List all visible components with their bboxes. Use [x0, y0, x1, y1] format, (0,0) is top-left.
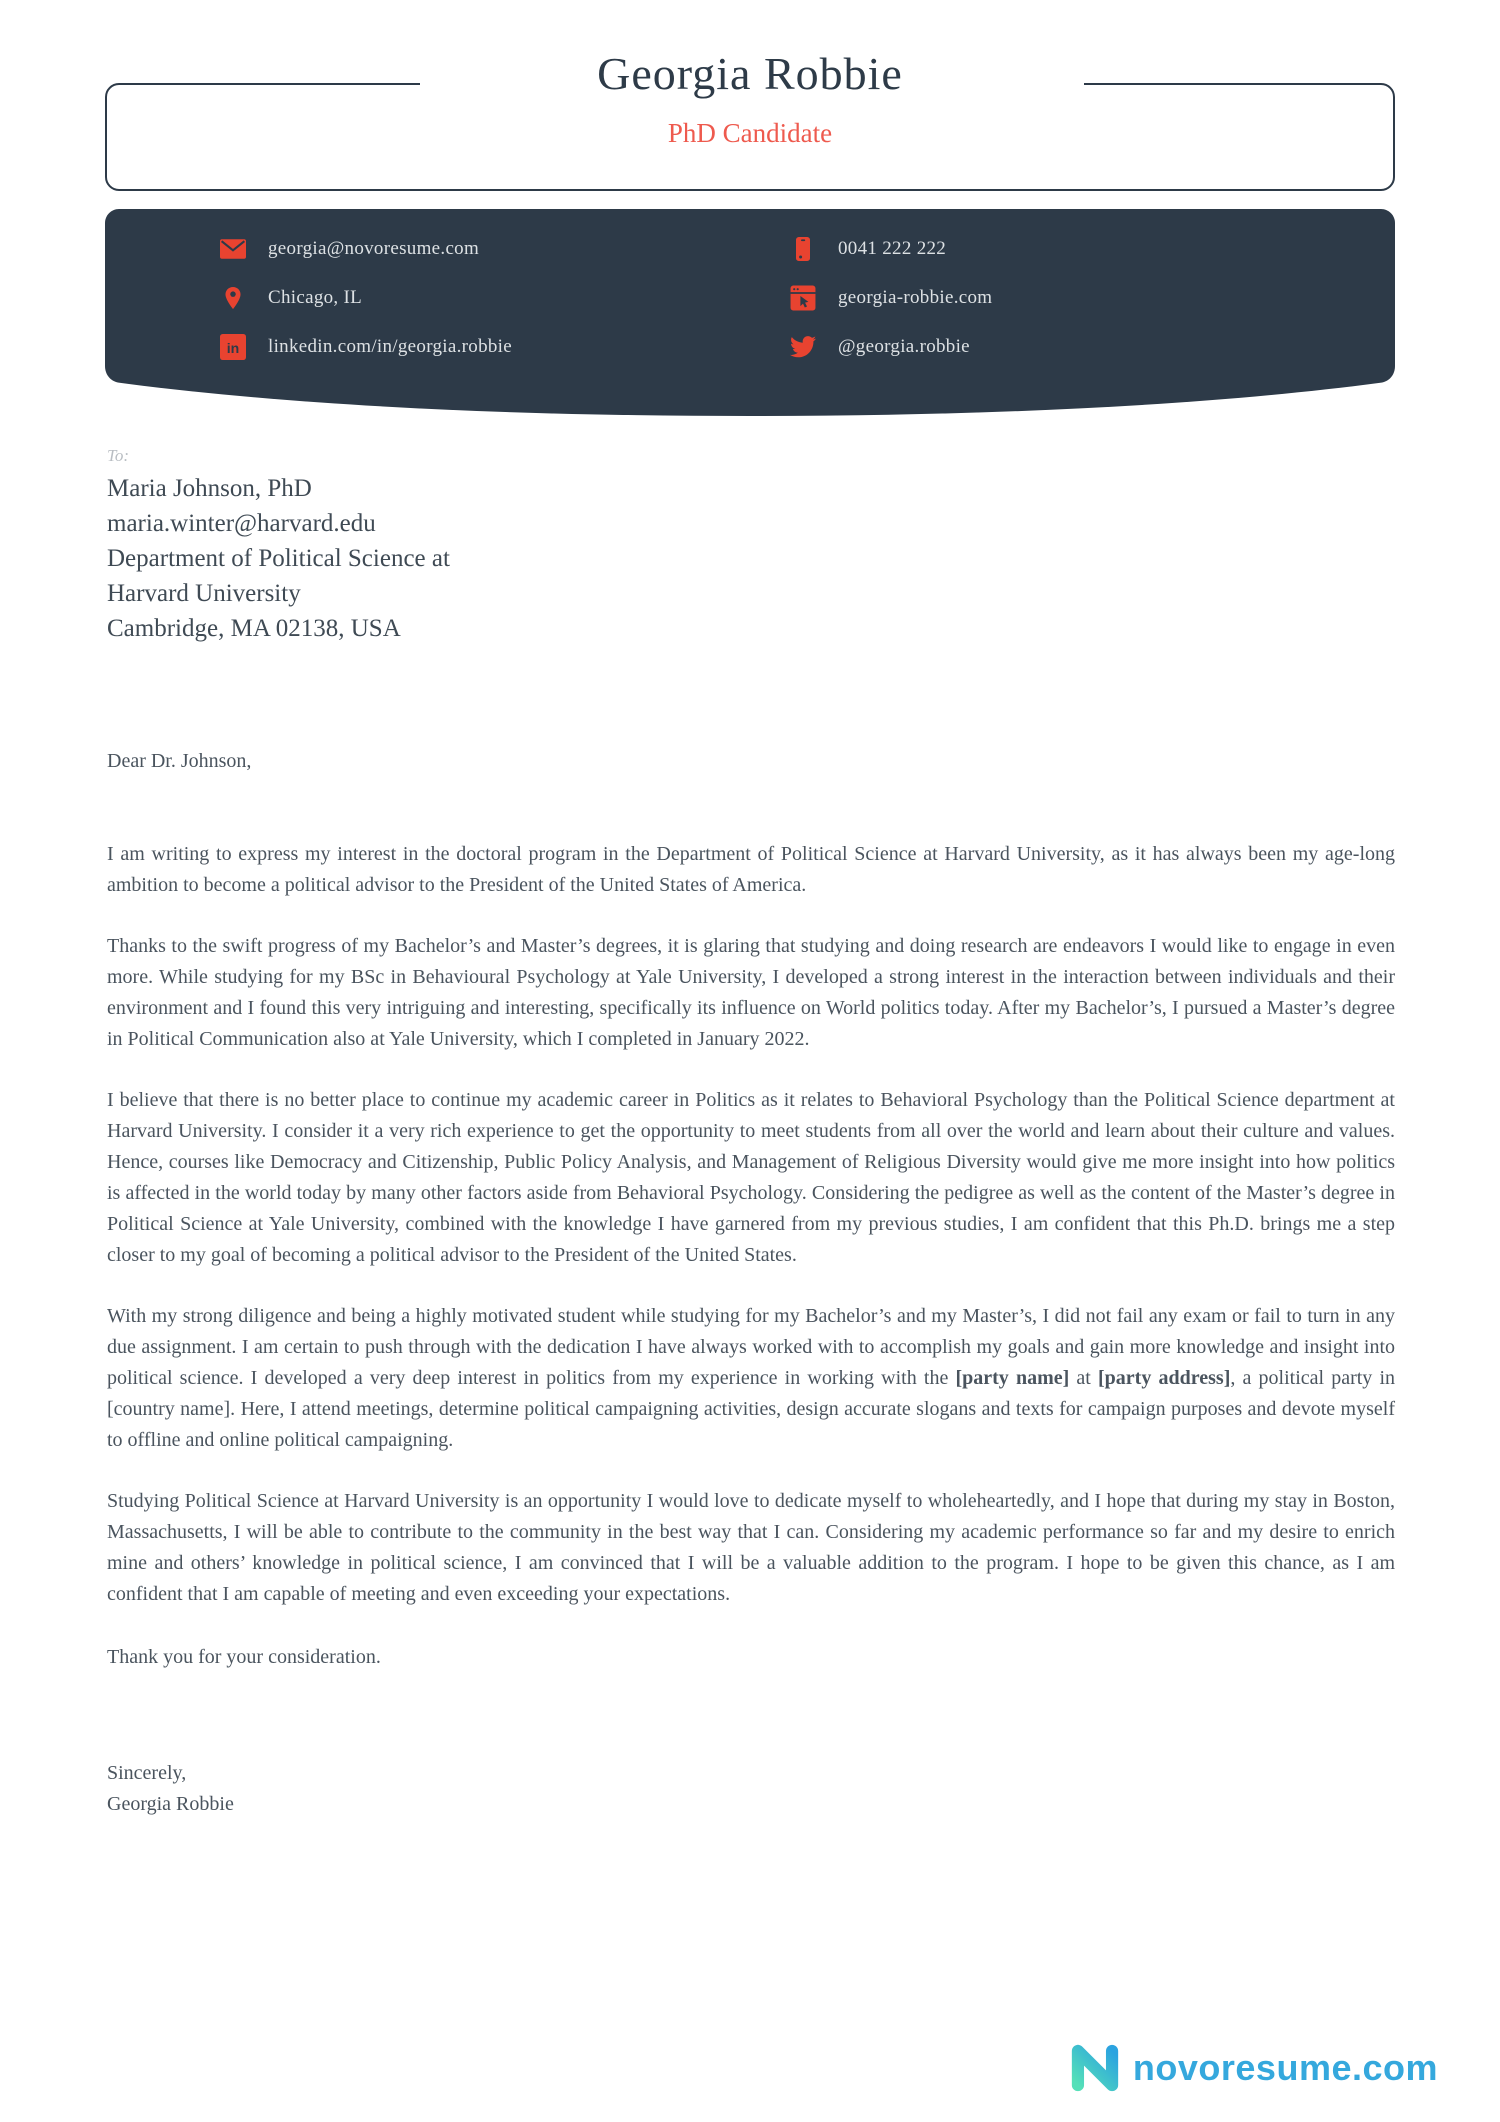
contact-item-location[interactable] [220, 285, 790, 311]
letter-greeting: Dear Dr. Johnson, [107, 750, 252, 772]
recipient-email: maria.winter@harvard.edu [107, 510, 376, 537]
contact-email-label: georgia@novoresume.com [268, 237, 480, 259]
contact-website-label: georgia-robbie.com [838, 286, 993, 308]
contact-grid [220, 224, 992, 371]
closing-signature-name: Georgia Robbie [107, 1793, 234, 1815]
email-icon [220, 236, 246, 262]
contact-item-twitter[interactable] [790, 334, 992, 360]
recipient-department: Department of Political Science at [107, 545, 450, 572]
contact-phone-label: 0041 222 222 [838, 237, 947, 259]
contact-item-phone[interactable] [790, 236, 992, 262]
contact-item-linkedin[interactable] [220, 334, 790, 360]
location-pin-icon [220, 285, 246, 311]
letter-paragraph: Thanks to the swift progress of my Bachelor’s and Master’s degrees, it is glaring that studying and doing research are endeavors I would like to engage in even more. While studying for my BSc in Behavioural Psychology at Yale University, I developed a strong interest in the interaction between individuals and their environment and I found this very intriguing and interesting, specifically its influence on World politics today. After my Bachelor’s, I pursued a Master’s degree in Political Communication also at Yale University, which I completed in January 2022. [107, 935, 1395, 1050]
contact-item-email[interactable] [220, 236, 790, 262]
closing-salutation: Sincerely, [107, 1762, 187, 1784]
recipient-to-label: To: [107, 446, 130, 465]
letter-paragraph: With my strong diligence and being a highly motivated student while studying for my Bachelor’s and my Master’s, I did not fail any exam or fail to turn in any due assignment. I am certain to push through with the dedication I have always worked with to accomplish my goals and gain more knowledge and insight into political science. I developed a very deep interest in politics from my experience in working with the [party name] at [party address], a political party in [country name]. Here, I attend meetings, determine political campaigning activities, design accurate slogans and texts for campaign purposes and devote myself to offline and online political campaigning. [107, 1305, 1396, 1451]
linkedin-icon [220, 334, 246, 360]
phone-icon [790, 236, 816, 262]
novoresume-logo-text: novoresume.com [1132, 2047, 1438, 2088]
letter-paragraph: I am writing to express my interest in the doctoral program in the Department of Political Science at Harvard University, as it has always been my age-long ambition to become a political advisor to the President of the United States of America. [107, 843, 1395, 896]
letter-thank-you: Thank you for your consideration. [107, 1646, 381, 1668]
person-name: Georgia Robbie [597, 48, 903, 99]
recipient-name: Maria Johnson, PhD [107, 475, 312, 502]
recipient-university: Harvard University [107, 580, 301, 607]
person-title: PhD Candidate [667, 118, 833, 148]
contact-twitter-label: @georgia.robbie [838, 335, 970, 357]
recipient-block [107, 471, 1395, 646]
contact-location-label: Chicago, IL [268, 286, 363, 308]
letter-closing [107, 1758, 1395, 1820]
contact-item-website[interactable] [790, 285, 992, 311]
letter-paragraphs [107, 839, 1395, 1610]
svg-text:in: in [226, 339, 240, 356]
letter-paragraph: I believe that there is no better place to continue my academic career in Politics as it relates to Behavioral Psychology than the Political Science department at Harvard University. I consider it a very rich experience to get the opportunity to meet students from all over the world and learn about their culture and values. Hence, courses like Democracy and Citizenship, Public Policy Analysis, and Management of Religious Diversity would give me more insight into how politics is affected in the world today by many other factors aside from Behavioral Psychology. Considering the pedigree as well as the content of the Master’s degree in Political Science at Yale University, combined with the knowledge I have garnered from my previous studies, I am confident that this Ph.D. brings me a step closer to my goal of becoming a political advisor to the President of the United States. [107, 1089, 1395, 1266]
novoresume-logo[interactable] [1069, 2044, 1438, 2092]
recipient-address: Cambridge, MA 02138, USA [107, 615, 401, 642]
twitter-icon [790, 334, 816, 360]
letter-paragraph: Studying Political Science at Harvard University is an opportunity I would love to dedicate myself to wholeheartedly, and I hope that during my stay in Boston, Massachusetts, I will be able to contribute to the community in the best way that I can. Considering my academic performance so far and my desire to enrich mine and others’ knowledge in political science, I am convinced that I will be a valuable addition to the program. I hope to be given this chance, as I am confident that I am capable of meeting and even exceeding your expectations. [107, 1490, 1395, 1605]
website-icon [790, 285, 816, 311]
contact-banner [105, 209, 1395, 419]
contact-linkedin-label: linkedin.com/in/georgia.robbie [268, 335, 512, 357]
novoresume-n-icon [1069, 2044, 1121, 2092]
letter-body [107, 445, 1395, 1820]
